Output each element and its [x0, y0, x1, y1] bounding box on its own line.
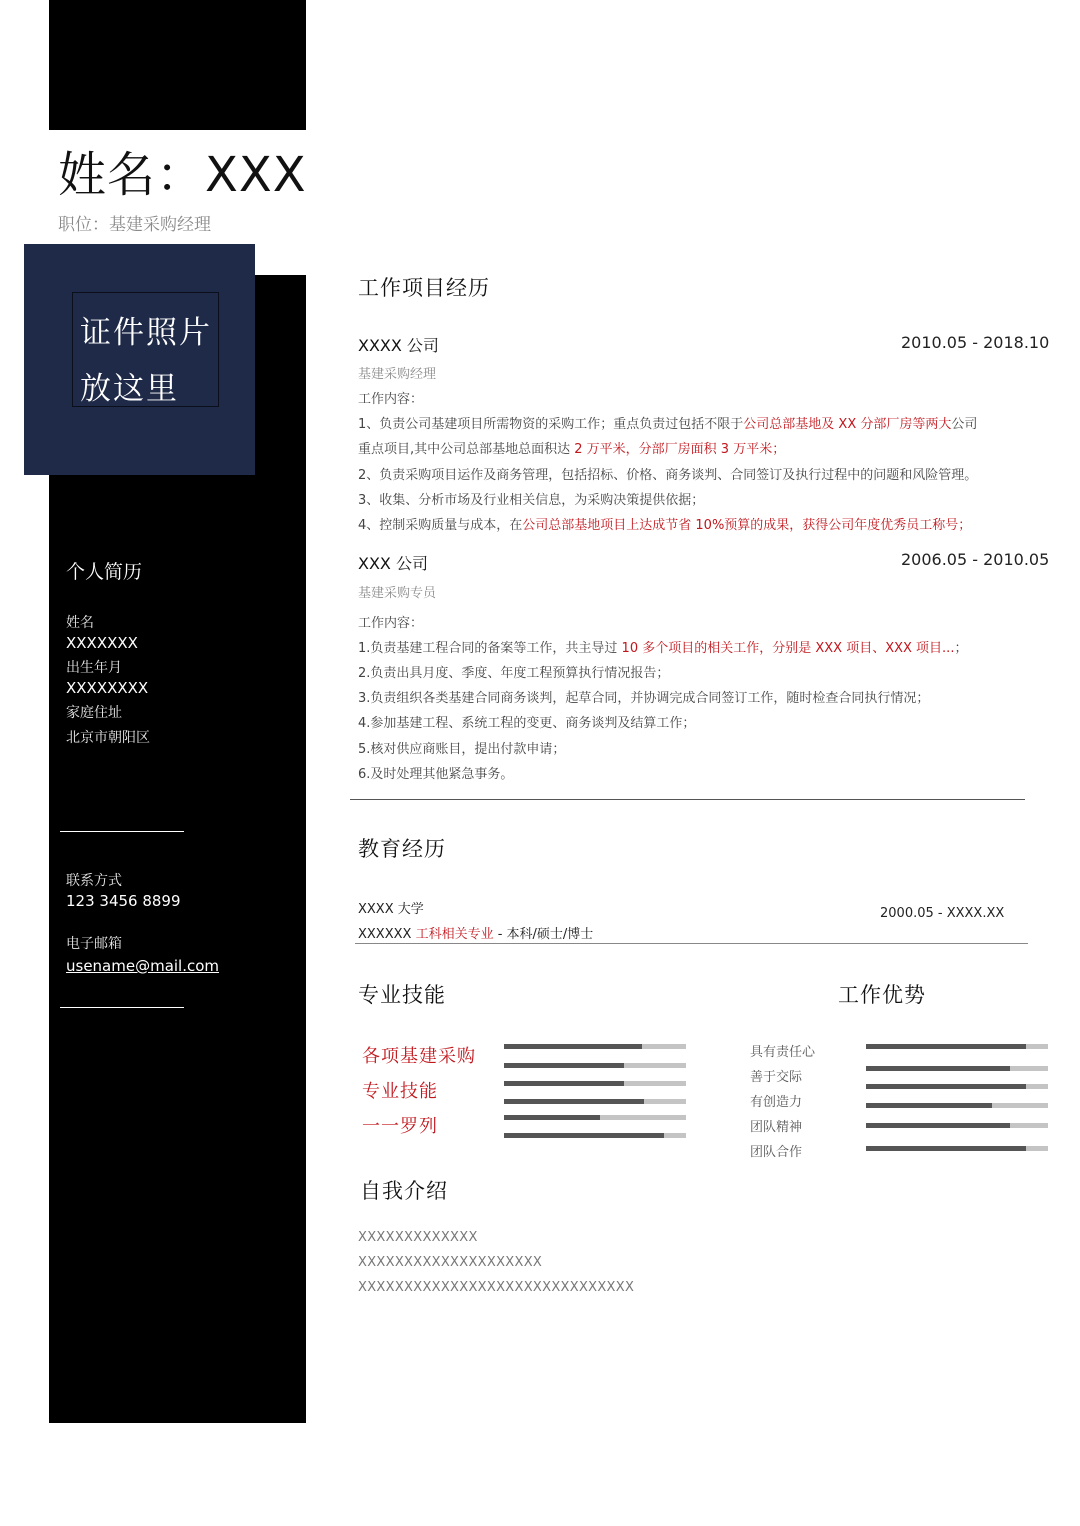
- contact-label: 联系方式: [66, 873, 122, 889]
- job1-line-2b: 2 万平米，分部厂房面积 3 万平米；: [574, 442, 786, 457]
- job2-line-5: 5.核对供应商账目，提出付款申请；: [358, 742, 566, 757]
- job1-date: 2010.05 - 2018.10: [901, 333, 1050, 352]
- job2-line-1b: 10 多个项目的相关工作，分别是 XXX 项目、XXX 项目...: [621, 641, 955, 656]
- skill-bar: [504, 1133, 686, 1138]
- job2-line-1a: 1.负责基建工程合同的备案等工作，共主导过: [358, 641, 622, 656]
- advantage-bar-fill: [866, 1044, 1026, 1049]
- photo-text-line2: 放这里: [80, 371, 179, 407]
- job1-content-label: 工作内容：: [358, 392, 424, 407]
- job1-line-3: 2、负责采购项目运作及商务管理，包括招标、价格、商务谈判、合同签订及执行过程中的问题和风险管理。: [358, 468, 978, 483]
- skill-bar: [504, 1115, 686, 1120]
- skills-section-title: 专业技能: [358, 983, 446, 1007]
- job2-line-3: 3.负责组织各类基建合同商务谈判，起草合同，并协调完成合同签订工作，随时检查合同执行情况；: [358, 691, 930, 706]
- job2-role: 基建采购专员: [358, 586, 437, 601]
- job2-line-1: [358, 637, 967, 656]
- advantage-bar: [866, 1084, 1048, 1089]
- intro-section-title: 自我介绍: [360, 1179, 448, 1203]
- advantage-label-2: 善于交际: [750, 1070, 803, 1085]
- job1-line-5b: 公司总部基地项目上达成节省 10%预算的成果，获得公司年度优秀员工称号；: [522, 518, 972, 533]
- advantage-label-3: 有创造力: [750, 1095, 803, 1110]
- sidebar-divider: [60, 1007, 184, 1008]
- top-black-block: [49, 0, 306, 130]
- education-date: 2000.05 - XXXX.XX: [880, 906, 1005, 921]
- advantage-bar-fill: [866, 1123, 1010, 1128]
- advantage-bar-fill: [866, 1066, 1010, 1071]
- photo-text-line1: 证件照片: [80, 315, 212, 351]
- section-divider: [350, 799, 1025, 800]
- sidebar-label-birth: 出生年月: [66, 660, 122, 676]
- job2-company: XXX 公司: [358, 554, 428, 573]
- advantage-label-4: 团队精神: [750, 1120, 803, 1135]
- sidebar-heading: 个人简历: [66, 561, 143, 583]
- job2-content-label: 工作内容：: [358, 616, 424, 631]
- intro-line-2: XXXXXXXXXXXXXXXXXXXX: [358, 1255, 543, 1270]
- skill-bar-fill: [504, 1063, 624, 1068]
- intro-line-3: XXXXXXXXXXXXXXXXXXXXXXXXXXXXXX: [358, 1280, 635, 1295]
- advantage-bar: [866, 1146, 1048, 1151]
- advantage-label-1: 具有责任心: [750, 1045, 816, 1060]
- education-major: [358, 923, 593, 942]
- skill-bar: [504, 1063, 686, 1068]
- education-major-b: 工科相关专业: [415, 927, 494, 942]
- contact-phone: 123 3456 8899: [66, 892, 181, 910]
- education-school: XXXX 大学: [358, 902, 424, 917]
- job1-line-2: [358, 438, 785, 457]
- photo-text: [80, 305, 212, 417]
- sidebar-value-address: 北京市朝阳区: [66, 730, 150, 746]
- skill-bar-fill: [504, 1099, 644, 1104]
- advantage-bar: [866, 1066, 1048, 1071]
- job1-line-4: 3、收集、分析市场及行业相关信息，为采购决策提供依据；: [358, 493, 705, 508]
- advantage-bar: [866, 1103, 1048, 1108]
- advantage-bar-fill: [866, 1146, 1026, 1151]
- skill-bar-fill: [504, 1044, 642, 1049]
- skill-label-1: 各项基建采购: [362, 1046, 476, 1067]
- job1-line-5a: 4、控制采购质量与成本，在: [358, 518, 523, 533]
- advantage-label-5: 团队合作: [750, 1145, 803, 1160]
- skill-bar-fill: [504, 1133, 664, 1138]
- skill-label-2: 专业技能: [362, 1081, 438, 1102]
- advantage-bar: [866, 1044, 1048, 1049]
- advantages-section-title: 工作优势: [838, 983, 926, 1007]
- email-label: 电子邮箱: [66, 936, 122, 952]
- advantage-bar: [866, 1123, 1048, 1128]
- job-title: 职位：基建采购经理: [58, 215, 211, 235]
- email-link[interactable]: usename@mail.com: [66, 957, 220, 975]
- job2-line-2: 2.负责出具月度、季度、年度工程预算执行情况报告；: [358, 666, 670, 681]
- job1-line-1c: 公司: [951, 417, 978, 432]
- sidebar-divider: [60, 831, 184, 832]
- job1-line-5: [358, 514, 971, 533]
- job2-line-6: 6.及时处理其他紧急事务。: [358, 767, 514, 782]
- job1-line-1b: 公司总部基地及 XX 分部厂房等两大: [743, 417, 952, 432]
- job1-line-2a: 重点项目,其中公司总部基地总面积达: [358, 442, 575, 457]
- job1-line-1a: 1、负责公司基建项目所需物资的采购工作；重点负责过包括不限于: [358, 417, 744, 432]
- skill-bar-fill: [504, 1115, 600, 1120]
- intro-line-1: XXXXXXXXXXXXX: [358, 1230, 478, 1245]
- education-major-c: - 本科/硕士/博士: [493, 927, 594, 942]
- advantage-bar-fill: [866, 1103, 992, 1108]
- sidebar-value-birth: XXXXXXXX: [66, 679, 149, 697]
- job1-company: XXXX 公司: [358, 336, 439, 355]
- advantage-bar-fill: [866, 1084, 1026, 1089]
- sidebar-value-name: XXXXXXX: [66, 634, 138, 652]
- job1-line-1: [358, 413, 977, 432]
- job1-role: 基建采购经理: [358, 367, 437, 382]
- skill-bar: [504, 1099, 686, 1104]
- work-section-title: 工作项目经历: [358, 276, 490, 300]
- skill-bar-fill: [504, 1081, 624, 1086]
- section-divider: [355, 943, 1028, 944]
- education-major-a: XXXXXX: [358, 927, 416, 942]
- sidebar-label-address: 家庭住址: [66, 705, 122, 721]
- job2-line-1c: ；: [954, 641, 968, 656]
- sidebar-label-name: 姓名: [66, 615, 94, 631]
- skill-bar: [504, 1081, 686, 1086]
- education-section-title: 教育经历: [358, 837, 446, 861]
- job2-date: 2006.05 - 2010.05: [901, 550, 1050, 569]
- page-title: 姓名：XXX: [58, 147, 307, 203]
- job2-line-4: 4.参加基建工程、系统工程的变更、商务谈判及结算工作；: [358, 716, 696, 731]
- skill-bar: [504, 1044, 686, 1049]
- skill-label-3: 一一罗列: [362, 1116, 438, 1137]
